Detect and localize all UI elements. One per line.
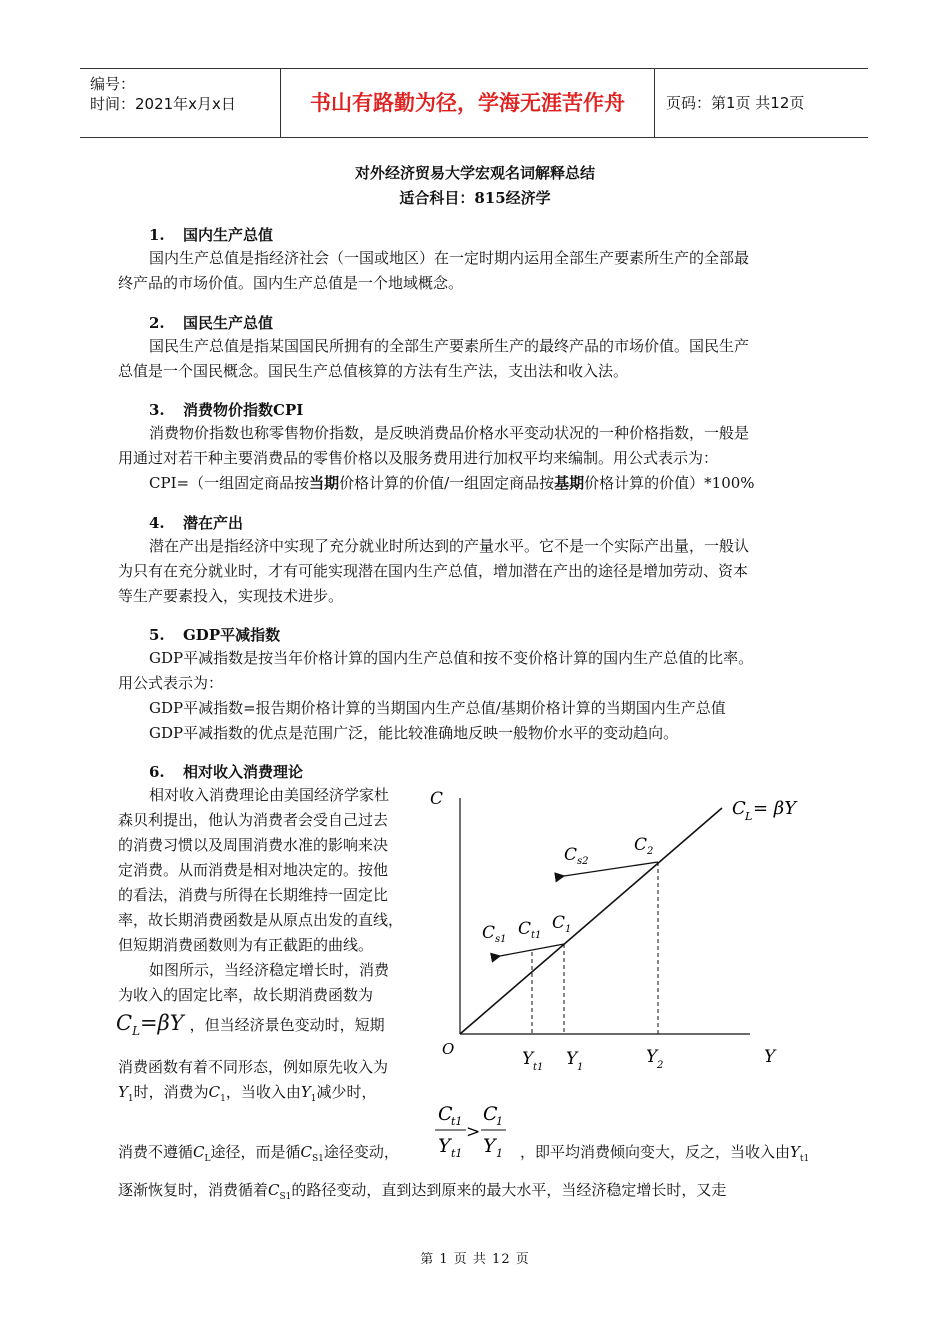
svg-text:Y: Y: [646, 1047, 658, 1067]
cpi-formula: CPI=（一组固定商品按当期价格计算的价值/一组固定商品按基期价格计算的价值）*100%: [149, 474, 755, 492]
paragraph-line: 为收入的固定比率，故长期消费函数为: [118, 986, 374, 1004]
header-table: [80, 68, 868, 138]
svg-text:1: 1: [565, 924, 572, 935]
page-footer: 第 1 页 共 12 页: [420, 1252, 530, 1267]
svg-text:2: 2: [647, 846, 654, 857]
svg-text:C: C: [482, 923, 496, 943]
header-divider: [654, 69, 655, 137]
paragraph-line: 的看法，消费与所得在长期维持一固定比: [118, 886, 389, 904]
label-y2: [646, 1047, 663, 1071]
svg-text:s2: s2: [577, 856, 589, 867]
label-cs1: [482, 923, 507, 945]
paragraph-line: 定消费。从而消费是相对地决定的。按他: [118, 861, 389, 879]
paragraph-line: 国内生产总值是指经济社会（一国或地区）在一定时期内运用全部生产要素所生产的全部最: [149, 249, 750, 267]
consumption-diagram: [420, 780, 820, 1080]
label-ct1: [518, 919, 541, 941]
header-page-label: 页码：第1页 共12页: [666, 94, 805, 112]
svg-text:C: C: [564, 845, 578, 865]
greater-than: >: [466, 1122, 481, 1142]
section-heading: 3. 消费物价指数CPI: [149, 401, 304, 419]
section-heading: 6. 相对收入消费理论: [149, 763, 304, 781]
doc-time-label: 时间：2021年x月x日: [90, 95, 236, 113]
long-run-equation: $C_L=\beta Y$: [116, 1011, 184, 1039]
apc-inequality: [430, 1100, 520, 1162]
svg-text:2: 2: [657, 1060, 664, 1071]
paragraph-line: 率，故长期消费函数是从原点出发的直线，: [118, 911, 404, 929]
axis-label-y: Y: [764, 1047, 776, 1067]
frac1-numerator: C: [438, 1103, 453, 1125]
paragraph-line: 逐渐恢复时，消费循着$C_{S1}$的路径变动，直到达到原来的最大水平，当经济稳定增长时，又走: [118, 1181, 727, 1202]
section-heading: 4. 潜在产出: [149, 514, 244, 532]
paragraph-line: 总值是一个国民概念。国民生产总值核算的方法有生产法，支出法和收入法。: [118, 362, 629, 380]
svg-text:C: C: [732, 798, 746, 819]
paragraph-line: 相对收入消费理论由美国经济学家杜: [149, 786, 390, 804]
label-yt1: [522, 1049, 543, 1073]
label-c2: [634, 835, 653, 857]
paragraph-line: GDP平减指数的优点是范围广泛，能比较准确地反映一般物价水平的变动趋向。: [149, 724, 679, 742]
frac1-denominator: Y: [438, 1135, 451, 1157]
doc-title: 对外经济贸易大学宏观名词解释总结: [354, 164, 595, 182]
paragraph-line: 等生产要素投入，实现技术进步。: [118, 587, 344, 605]
label-cs2: [564, 845, 589, 867]
label-c1: [552, 913, 571, 935]
axis-label-c: C: [430, 789, 444, 809]
svg-text:C: C: [518, 919, 532, 939]
long-run-consumption-line: [460, 808, 722, 1034]
paragraph-line: ，即平均消费倾向变大，反之，当收入由$Y_{t1}$: [520, 1143, 810, 1164]
paragraph-line: 森贝利提出，他认为消费者会受自己过去: [118, 811, 389, 829]
section-heading: 2. 国民生产总值: [149, 314, 274, 332]
doc-subtitle: 适合科目：815经济学: [399, 189, 551, 207]
svg-text:s1: s1: [495, 934, 507, 945]
gdp-deflator-formula: GDP平减指数=报告期价格计算的当期国内生产总值/基期价格计算的当期国内生产总值: [149, 699, 726, 717]
paragraph-line: $Y_1$时，消费为$C_1$，当收入由$Y_1$减少时，: [118, 1083, 377, 1104]
doc-number-label: 编号：: [90, 75, 136, 93]
svg-text:t1: t1: [531, 930, 542, 941]
svg-text:t1: t1: [451, 1147, 463, 1160]
paragraph-line: GDP平减指数是按当年价格计算的国内生产总值和按不变价格计算的国内生产总值的比率。: [149, 649, 754, 667]
origin-label: O: [442, 1040, 455, 1058]
svg-text:1: 1: [496, 1147, 503, 1160]
svg-text:Y: Y: [566, 1049, 578, 1069]
svg-text:L: L: [745, 810, 753, 823]
svg-text:Y: Y: [522, 1049, 534, 1069]
paragraph-line: 但短期消费函数则为有正截距的曲线。: [118, 936, 374, 954]
paragraph-line: 用通过对若干种主要消费品的零售价格以及服务费用进行加权平均来编制。用公式表示为：: [118, 449, 719, 467]
paragraph-line: 国民生产总值是指某国国民所拥有的全部生产要素所生产的最终产品的市场价值。国民生产: [149, 337, 750, 355]
paragraph-line: 消费不遵循$C_L$途径，而是循$C_{S1}$途径变动，: [118, 1143, 399, 1164]
svg-text:= βY: = βY: [753, 798, 797, 819]
svg-text:t1: t1: [451, 1115, 463, 1128]
svg-text:t1: t1: [533, 1062, 544, 1073]
section-heading: 1. 国内生产总值: [149, 226, 274, 244]
paragraph-line: 消费物价指数也称零售物价指数，是反映消费品价格水平变动状况的一种价格指数，一般是: [149, 424, 750, 442]
header-info-cell: [80, 69, 280, 137]
paragraph-line: 终产品的市场价值。国内生产总值是一个地域概念。: [118, 274, 464, 292]
svg-text:C: C: [634, 835, 648, 855]
svg-text:C: C: [552, 913, 566, 933]
paragraph-line: 消费函数有着不同形态，例如原先收入为: [118, 1058, 389, 1076]
svg-text:1: 1: [577, 1062, 584, 1073]
frac2-denominator: Y: [483, 1135, 496, 1157]
header-motto: 书山有路勤为径，学海无涯苦作舟: [310, 91, 625, 115]
paragraph-line: 如图所示，当经济稳定增长时，消费: [149, 961, 390, 979]
paragraph-line: 的消费习惯以及周围消费水准的影响来决: [118, 836, 389, 854]
label-y1: [566, 1049, 583, 1073]
paragraph-line: 潜在产出是指经济中实现了充分就业时所达到的产量水平。它不是一个实际产出量，一般认: [149, 537, 750, 555]
paragraph-line: 为只有在充分就业时，才有可能实现潜在国内生产总值，增加潜在产出的途径是增加劳动、资本: [118, 562, 749, 580]
svg-text:1: 1: [496, 1115, 503, 1128]
frac2-numerator: C: [483, 1103, 498, 1125]
paragraph-line: 用公式表示为：: [118, 674, 224, 692]
long-run-function-line: $C_L=\beta Y$ ，但当经济景色变动时，短期: [116, 1011, 385, 1039]
long-run-label: [732, 798, 798, 823]
section-heading: 5. GDP平减指数: [149, 626, 281, 644]
